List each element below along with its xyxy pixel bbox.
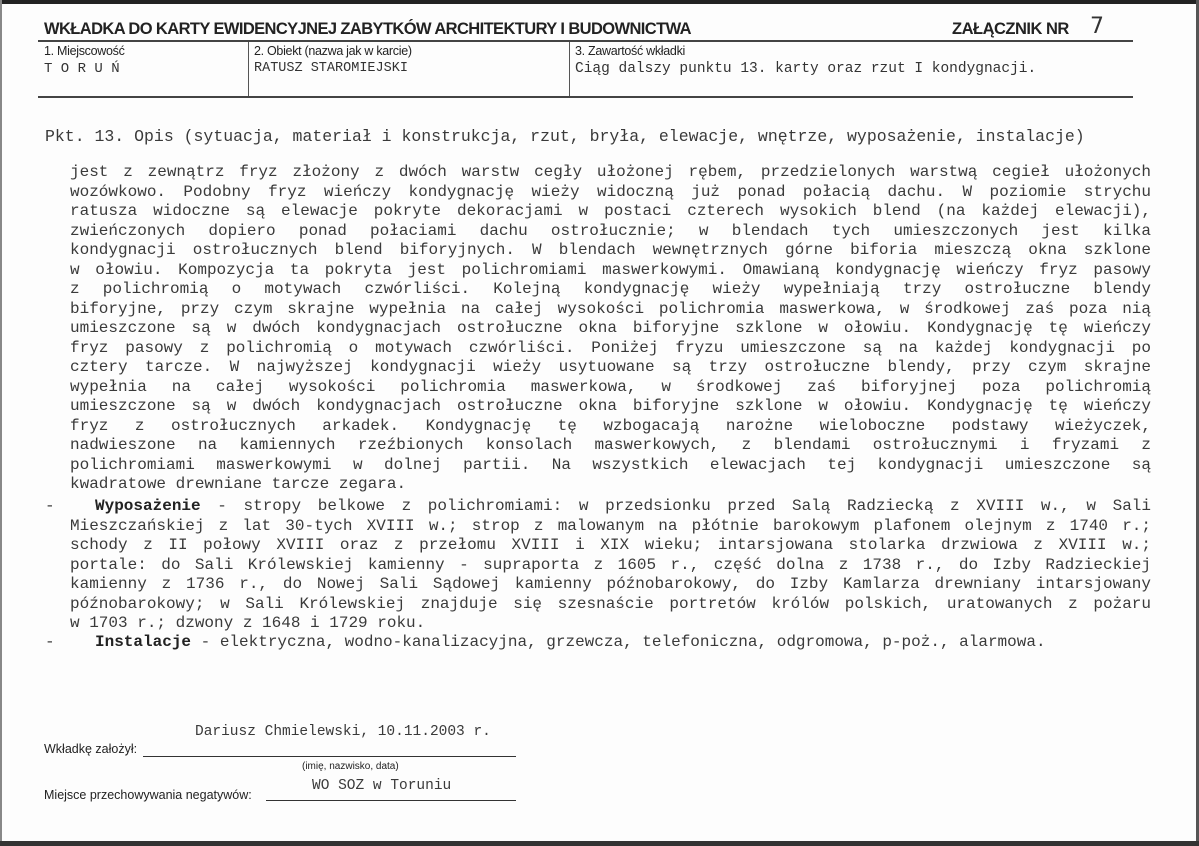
description-line: cztery tarcze. W najwyższej kondygnacji wieży usytuowane są trzy ostrołuczne blendy, przy czym skrajne [70,358,1151,376]
annex-label: ZAŁĄCZNIK NR [952,20,1069,38]
installations-bullet: - [45,633,55,651]
description-line: polichromiami maswerkowymi w dolnej partii. Na wszystkich elewacjach tej kondygnacji umieszczone są [70,455,1151,474]
author-label: Wkładkę założył: [44,742,138,756]
field-value-locality: T O R U Ń [44,61,120,77]
field-value-object: RATUSZ STAROMIEJSKI [254,61,408,76]
annex-number: 7 [1090,14,1104,39]
storage-value: WO SOZ w Toruniu [312,778,452,794]
column-divider [248,42,249,96]
equipment-line: kamienny z 1736 r., do Nowej Sali Sądowej kamienny późnobarokowy, do Izby Kamlarza drewniany intarsjowany [70,575,1151,593]
description-line: fryz z ostrołucznych arkadek. Kondygnację tę wzbogacają narożne wieloboczne podstawy wieżyczek, [70,416,1151,435]
installations-label: Instalacje [95,633,192,651]
author-hint: (imię, nazwisko, data) [302,761,399,772]
description-line: w ołowiu. Kompozycja ta pokryta jest polichromiami maswerkowymi. Omawianą kondygnację wieńczy fryz pasowy [70,260,1151,279]
installations-line [95,633,1046,651]
description-line: ratusza widoczne są elewacje pokryte dekoracjami w postaci czterech wysokich blend (na każdej elewacji), [70,202,1151,220]
equipment-line: portale: do Sali Królewskiej kamienny - supraporta z 1605 r., część dolna z 1738 r., do Izby Radzieckiej [70,555,1151,574]
equipment-bullet: - [45,497,55,515]
description-line: wozówkowo. Podobny fryz wieńczy kondygnację wieży widoczną już ponad połacią dachu. W poziomie strychu [70,182,1151,201]
description-line: wypełnia na całej wysokości polichromia maswerkowa, w środkowej zaś biforyjnej poza polichromią [70,377,1151,396]
column-divider [569,42,570,96]
description-line: kwadratowe drewniane tarcze zegara. [70,475,407,493]
field-label-locality: 1. Miejscowość [44,44,125,58]
description-line: biforyjne, przy czym skrajne wypełnia na całej wysokości polichromia maswerkowa, w środkowej zaś poza nią [70,299,1151,318]
description-line: jest z zewnątrz fryz złożony z dwóch warstw cegły ułożonej rębem, przedzielonych warstwą cegieł ułożonych [70,163,1151,181]
form-title: WKŁADKA DO KARTY EWIDENCYJNEJ ZABYTKÓW ARCHITEKTURY I BUDOWNICTWA [44,20,691,38]
scan-edge-bottom [0,841,1199,846]
description-line: kondygnacji ostrołucznych blend biforyjnych. W blendach wewnętrznych górne biforia mieszczą okna szklone [70,241,1151,259]
description-line: nadwieszone na kamiennych rzeźbionych konsolach maswerkowych, z blendami ostrołucznymi i fryzami z [70,436,1151,454]
equipment-label: Wyposażenie [95,497,201,515]
equipment-line: późnobarokowy; w Sali Królewskiej znajduje się szesnaście portretów królów polskich, uratowanych z pożaru [70,594,1151,613]
equipment-line: w 1703 r.; dzwony z 1648 i 1729 roku. [70,614,426,632]
equipment-text: - stropy belkowe z polichromiami: w przedsionku przed Salą Radziecką z XVIII w., w Sali [200,497,1151,515]
equipment-line: schody z II połowy XVIII oraz z przełomu XVIII i XIX wieku; intarsjowana stolarka drzwiowa z XVIII w.; [70,536,1151,554]
header-rule-top [38,40,1133,42]
scan-edge-top [0,0,1199,4]
installations-text: - elektryczna, wodno-kanalizacyjna, grzewcza, telefoniczna, odgromowa, p-poż., alarmowa. [191,633,1046,651]
storage-underline [266,800,516,801]
author-underline [143,756,516,757]
description-line: z polichromią o motywach czwórliści. Kolejną kondygnację wieży wypełniają trzy ostrołuczne blendy [70,280,1151,298]
description-line: zwieńczonych dopiero ponad połaciami dachu ostrołucznie; w blendach tych umieszczonych jest kilka [70,221,1151,240]
equipment-line: Mieszczańskiej z lat 30-tych XVIII w.; strop z malowanym na płótnie barokowym plafonem olejnym z 1740 r.; [70,516,1151,535]
storage-label: Miejsce przechowywania negatywów: [44,788,252,802]
field-label-contents: 3. Zawartość wkładki [575,44,686,58]
author-value: Dariusz Chmielewski, 10.11.2003 r. [195,724,491,740]
description-line: umieszczone są w dwóch kondygnacjach ostrołuczne okna biforyjne szklone w ołowiu. Kondygnację tę wieńczy [70,397,1151,415]
description-line: fryz pasowy z polichromią o motywach czwórliści. Poniżej fryzu umieszczone są na każdej kondygnacji po [70,338,1151,357]
description-line: umieszczone są w dwóch kondygnacjach ostrołuczne okna biforyjne szklone w ołowiu. Kondygnację tę wieńczy [70,319,1151,337]
field-label-object: 2. Obiekt (nazwa jak w karcie) [254,44,412,58]
scan-edge-left [0,0,2,846]
header-rule-bottom [38,96,1133,98]
equipment-first-line [95,497,1151,515]
section-heading: Pkt. 13. Opis (sytuacja, materiał i konstrukcja, rzut, bryła, elewacje, wnętrze, wyposażenie, instalacje) [45,127,1085,146]
field-value-contents: Ciąg dalszy punktu 13. karty oraz rzut I kondygnacji. [575,61,1037,77]
